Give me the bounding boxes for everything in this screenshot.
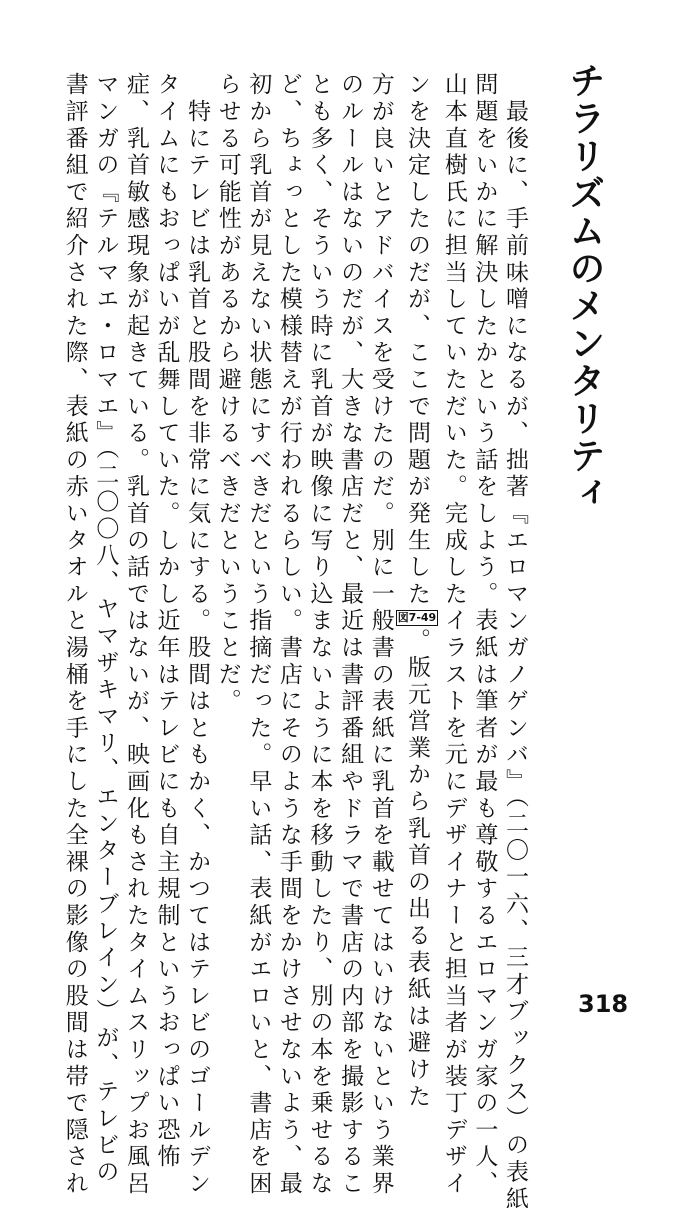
text-column	[396, 72, 439, 1111]
text-column: 最後に、手前味噌になるが、拙著『エロマンガノゲンバ』（二〇一六、三才ブックス）の表紙	[502, 72, 528, 1213]
text-column: 特にテレビは乳首と股間を非常に気にする。股間はともかく、かつてはテレビのゴールデン	[184, 72, 211, 1198]
figure-reference: 図7-49	[397, 611, 437, 624]
body-text	[61, 72, 530, 1213]
page-number: 318	[578, 990, 629, 1018]
text-column: タイムにもおっぱいが乱舞していた。しかし近年はテレビにも自主規制というおっぱい恐怖	[153, 72, 180, 1171]
text-column: 山本直樹氏に担当していただいた。完成したイラストを元にデザイナーと担当者が装丁デザイ	[440, 72, 467, 1198]
text-column: らせる可能性があるから避けるべきだということだ。	[214, 72, 241, 716]
text-column: ど、ちょっとした模様替えが行われるらしい。書店にそのような手間をかけさせないよう、最	[275, 72, 302, 1198]
text-segment: ンを決定したのだが、ここで問題が発生した	[403, 72, 430, 608]
text-column: 書評番組で紹介された際、表紙の赤いタオルと湯桶を手にした全裸の影像の股間は帯で隠され	[61, 72, 88, 1198]
text-column: 問題をいかに解決したかという話をしよう。表紙は筆者が最も尊敬するエロマンガ家の一人、	[471, 72, 498, 1198]
text-column: 初から乳首が見えない状態にすべきだという指摘だった。早い話、表紙がエロいと、書店を困	[245, 72, 272, 1198]
text-column: のルールはないのだが、大きな書店だと、最近は書評番組やドラマで書店の内部を撮影するこ	[337, 72, 364, 1198]
text-column: マンガの『テルマエ・ロマエ』（二〇〇八、ヤマザキマリ、エンターブレイン）が、テレビの	[92, 72, 119, 1187]
text-segment: 。版元営業から乳首の出る表紙は避けた	[403, 628, 430, 1111]
text-column: 方が良いとアドバイスを受けたのだ。別に一般書の表紙に乳首を載せてはいけないという業界	[367, 72, 394, 1198]
text-column: 症、乳首敏感現象が起きている。乳首の話ではないが、映画化もされたタイムスリップお風呂	[122, 72, 149, 1198]
section-title: チラリズムのメンタリティ	[564, 62, 605, 512]
text-column: とも多く、そういう時に乳首が映像に写り込まないように本を移動したり、別の本を乗せるな	[306, 72, 333, 1198]
